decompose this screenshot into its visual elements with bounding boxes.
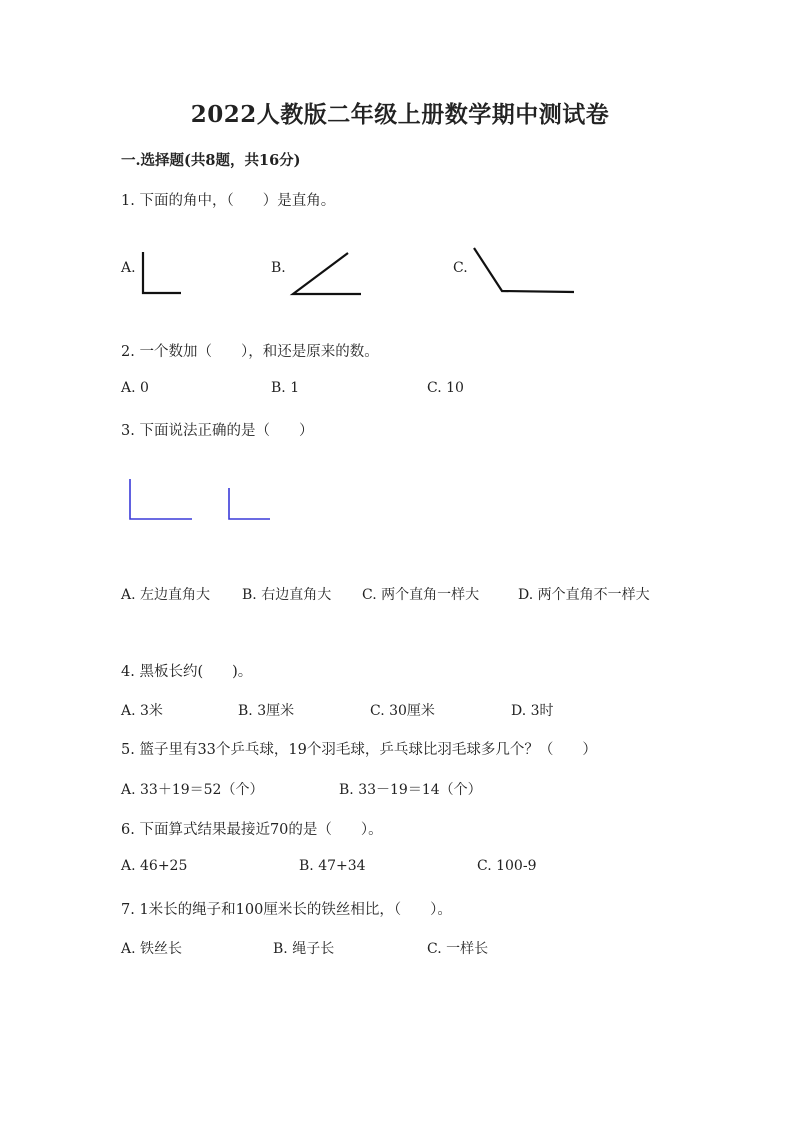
q1-option-b: B. [271, 260, 286, 276]
q4-option-b: B. 3厘米 [238, 703, 295, 719]
q7-option-b: B. 绳子长 [273, 941, 335, 957]
q4-option-d: D. 3时 [511, 703, 554, 719]
q6-option-b: B. 47+34 [299, 858, 366, 874]
question-2-stem: 2. 一个数加（ ），和还是原来的数。 [121, 344, 379, 360]
q1-option-a: A. [121, 260, 136, 276]
q5-option-a: A. 33＋19＝52（个） [121, 782, 264, 798]
q6-option-a: A. 46+25 [121, 858, 188, 874]
q3-option-c: C. 两个直角一样大 [362, 587, 480, 603]
q1-option-c: C. [453, 260, 468, 276]
q1-angle-c-lines [474, 248, 574, 292]
q1-angle-b-lines [293, 253, 361, 294]
q3-left-angle-lines [130, 479, 192, 519]
question-4-stem: 4. 黑板长约( )。 [121, 664, 253, 680]
q7-option-c: C. 一样长 [427, 941, 489, 957]
q3-two-right-angles-figure [124, 476, 284, 526]
q4-option-c: C. 30厘米 [370, 703, 435, 719]
q2-option-c: C. 10 [427, 380, 464, 396]
q7-option-a: A. 铁丝长 [121, 941, 183, 957]
q3-option-d: D. 两个直角不一样大 [518, 587, 650, 603]
page-title: 2022人教版二年级上册数学期中测试卷 [190, 101, 610, 128]
question-3-stem: 3. 下面说法正确的是（ ） [121, 423, 314, 439]
q1-obtuse-angle-figure [470, 244, 580, 296]
question-7-stem: 7. 1米长的绳子和100厘米长的铁丝相比，（ ）。 [121, 902, 452, 918]
q4-option-a: A. 3米 [121, 703, 163, 719]
question-6-stem: 6. 下面算式结果最接近70的是（ ）。 [121, 822, 383, 838]
q2-option-a: A. 0 [121, 380, 149, 396]
q3-right-angle-lines [229, 488, 270, 519]
q1-right-angle-figure [138, 248, 188, 298]
question-5-stem: 5. 篮子里有33个乒乓球，19个羽毛球，乒乓球比羽毛球多几个？（ ） [121, 742, 597, 758]
q2-option-b: B. 1 [271, 380, 300, 396]
q5-option-b: B. 33－19＝14（个） [339, 782, 482, 798]
q1-acute-angle-figure [288, 248, 368, 298]
q1-angle-a-lines [143, 252, 181, 293]
q3-option-b: B. 右边直角大 [242, 587, 332, 603]
section-heading: 一.选择题(共8题，共16分) [121, 152, 301, 169]
question-1-stem: 1. 下面的角中，（ ）是直角。 [121, 193, 336, 209]
q3-option-a: A. 左边直角大 [121, 587, 211, 603]
q6-option-c: C. 100-9 [477, 858, 537, 874]
